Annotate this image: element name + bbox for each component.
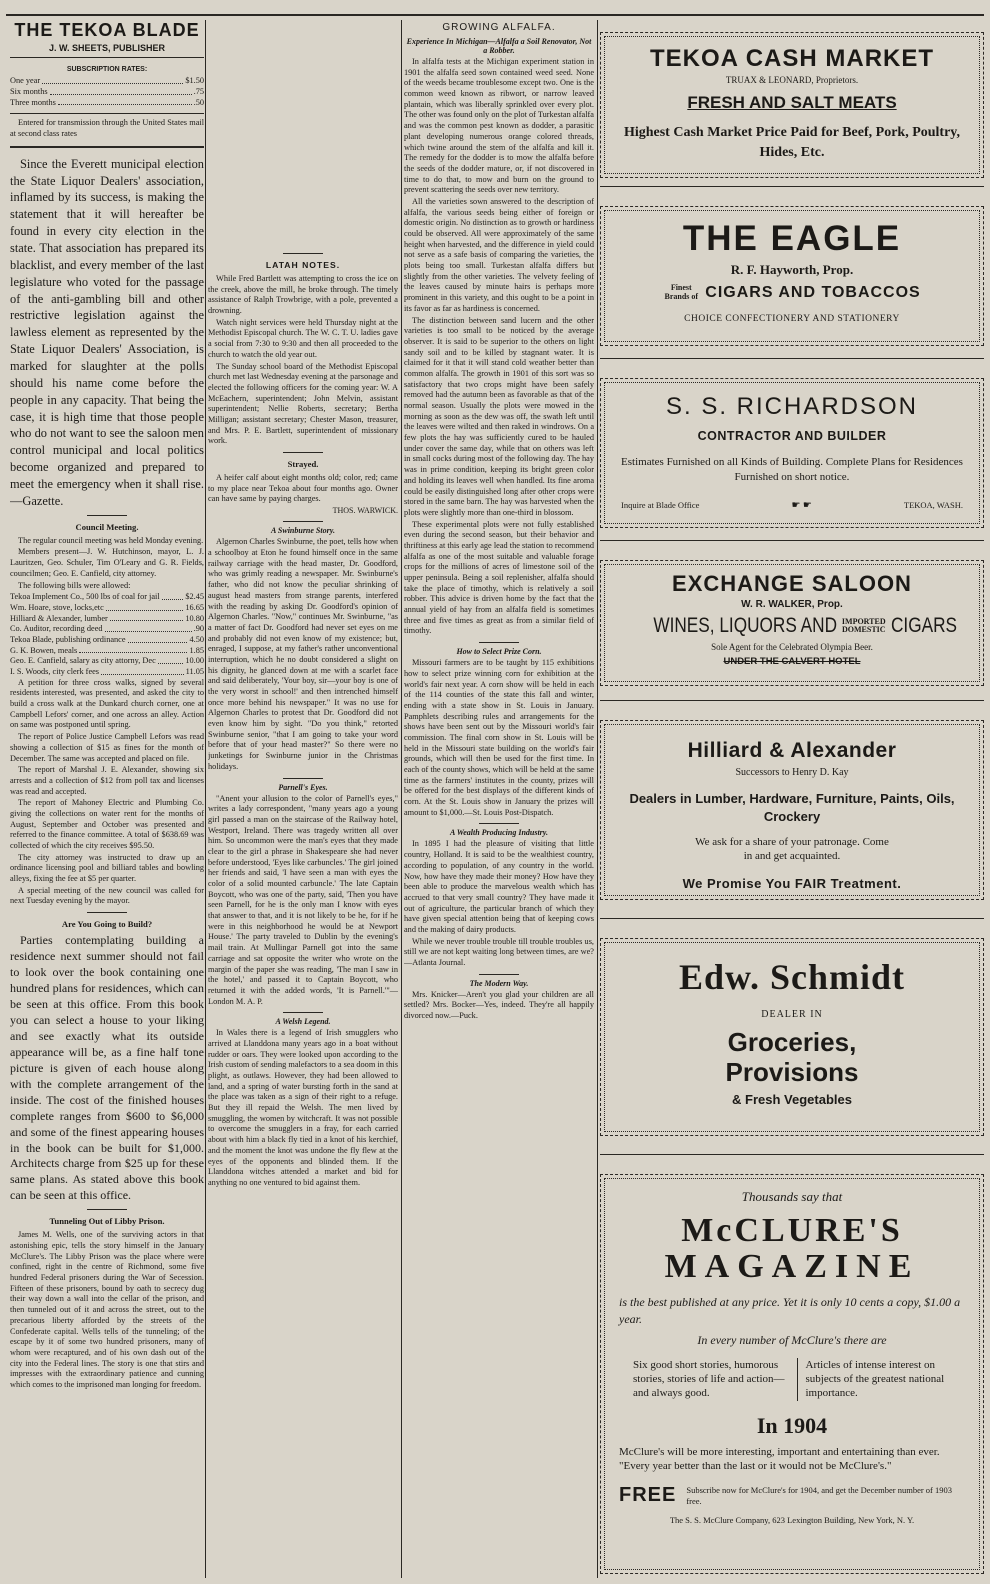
- ad-richardson-inquire: Inquire at Blade Office: [621, 500, 700, 511]
- ad-eagle-line-row: [601, 284, 983, 302]
- council-heading: Council Meeting.: [75, 521, 139, 532]
- alfalfa-subhead: Experience In Michigan—Alfalfa a Soil Renovator, Not a Robber.: [406, 37, 592, 55]
- ad-mcclures-magazine: [600, 1174, 984, 1574]
- latah-heading: LATAH NOTES.: [265, 260, 341, 270]
- ad-mcclure-best: is the best published at any price. Yet it is only 10 cents a copy, $1.00 a year.: [619, 1295, 961, 1326]
- latah-article: While Fred Bartlett was attempting to cross the ice on the creek, above the mill, he broke through. The timely assistance of Ralph Trowbrige, with a pole, prevented a drowning. Watch night services were held Thursday night at the Methodist Episcopal church. The W. C. T. U. ladies gave a social from 7:30 to 9:30 and then all proceeded to the church to watch the old year out. The Sunday school board of the Methodist Episcopal church met last Wednesday evening at the parsonage and elected the following officers for the coming year: W. A McEachern, superintendent; John Melvin, assistant superintendent; Nellie Roberts, secretary; Bertha Milligan; assistant secretary; Chester Mason, treasurer, and Mrs. P. E. Bartlett, superintendent of missionary work.: [208, 274, 398, 446]
- hand-icon: ☛ ☛: [791, 499, 812, 511]
- libby-heading: Tunneling Out of Libby Prison.: [49, 1216, 165, 1227]
- parnell-article: "Anent your allusion to the color of Parnell's eyes," writes a lady correspondent, "many years ago a young girl passed a man on the staircase of the Railway hotel, Westport, Ireland. There was tragedy written all over him. So uncommon were the man's eyes that they made clear to the girl a phrase in Shakespeare she had never before understood, 'Eyes like carbuncles.' The girl joined her friends and said, 'I have seen a man with eyes the color of a solid mounted carbuncle.' The late Captain Boycott, who was one of the party, said, 'Then you have seen Parnell, for he is the only man I know with eyes that answer to that, and it is not likely to be he, for if he were in this neighborhood he would be at Newport House.' The party traveled to Dublin by the evening's mail train. At Mullingar Parnell got into the same carriage and sat opposite the writer who wrote on the margin of the paper she was reading, 'The man I saw in the hotel,' and passed it to Captain Boycott, who returned it with the added words, 'It is Parnell.'"—London M. A. P.: [208, 793, 398, 1006]
- ad-schmidt-provisions: Provisions: [725, 1056, 859, 1087]
- modern-way-heading: The Modern Way.: [469, 978, 529, 988]
- ad-mcclure-name2: MAGAZINE: [664, 1247, 920, 1285]
- column-1: [10, 20, 204, 1578]
- bill-row: Tekoa Blade, publishing ordinance 4.50: [10, 634, 204, 644]
- rate-row: Six months .75: [10, 86, 204, 96]
- ad-eagle-finest: Finest Brands of: [664, 283, 699, 301]
- ad-mcclure-every: In every number of McClure's there are: [697, 1332, 887, 1347]
- ad-saloon-line: WINES, LIQUORS AND: [653, 614, 837, 637]
- masthead-title: THE TEKOA BLADE: [14, 20, 200, 40]
- ad-saloon-line-row: [601, 614, 983, 638]
- alfalfa-article: In alfalfa tests at the Michigan experiment station in 1901 the alfalfa seed sown contained weed seed. None of the weeds became troublesome except two. One is the common weed known as ribwort, or narrow leaved plantain, which was liberally sprinkled over every plot. The other was found only on the plot of Turkestan alfalfa and was the common pest known as dodder, a parasitic plant developing numerous orange colored threads, which twine around the stem of the alfalfa and kill it. The remedy for the dodder is to mow the alfalfa before the seeds of the dodder mature, or, if not discovered in time to do that, to mow and burn on the ground to prevent scattering the seeds over new territory. All the varieties sown answered to the description of alfalfa, the various seeds being either of foreign or domestic origin. No distinction as to growth or hardiness could be observed. All were approximately of the same height when harvested, and the difference in yield could not serve as a safe basis of comparing the varieties, the plots being too small. Turkestan alfalfa differs but slightly from the other varieties. The velvety feeling of the leaves caused by minute hairs is perhaps more prominent in this variety, and this ought to be a point in its favor as far as hardiness is concerned. The distinction between sand lucern and the other varieties is too small to be noticed by the average observer. It is said to be superior to the others on light sandy soil and to be killed by stagnant water. It is claimed for it that it will stand cold weather better than common alfalfa. The growth in 1901 of this sort was so satisfactory that two crops might have been safely removed had the autumn been as favorable as that of the normal season. Usually the plots were mowed in the morning as soon as the dew was off, the swath left until the leaves were wilted and then raked in windrows. On a few plots the hay was sufficiently cured to be hauled under cover the same day, while that on others was left in small cocks during most of the following day. The hay was in prime condition, keeping its bright green color and holding its leaves well when handled. Its fine aroma could be easily distinguished long after other crops were stored in the same barn. The hay was harvested when the plots were slightly more than one-third in blossom. These experimental plots were not fully established even during the second season, but their behavior and thriftiness at this early age lead the station to recommend alfalfa as one of the most suitable and valuable forage crops for the millions of acres of limestone soil of the upper peninsula. Being a soil replenisher, alfalfa should take the place of timothy, which is relatively a soil robber. This advice is driven home by the fact that the annual yield of hay from an alfalfa field is sometimes three and five times as great as from a similar field of timothy.: [404, 57, 594, 636]
- top-rule: [6, 14, 984, 16]
- ad-hilliard-alexander: [600, 720, 984, 900]
- ad-market-line3: Highest Cash Market Price Paid for Beef, Pork, Poultry, Hides, Etc.: [623, 125, 961, 161]
- modern-way-article: Mrs. Knicker—Aren't you glad your children are all settled? Mrs. Bocker—Yes, indeed. They're all happily divorced now.—Puck.: [404, 989, 594, 1021]
- ad-richardson: [600, 378, 984, 528]
- strayed-heading: Strayed.: [287, 459, 319, 469]
- welsh-heading: A Welsh Legend.: [275, 1017, 331, 1027]
- ad-mcclure-name1: McCLURE'S: [681, 1212, 903, 1249]
- ad-mcclure-more: McClure's will be more interesting, important and entertaining than ever. "Every year better than the last or it would not be McClure's.": [619, 1445, 940, 1473]
- ad-saloon-under: UNDER THE CALVERT HOTEL: [723, 656, 861, 667]
- bill-row: Wm. Hoare, stove, locks,etc 16.65: [10, 602, 204, 612]
- prize-corn-heading: How to Select Prize Corn.: [456, 647, 542, 657]
- bills-list: [10, 592, 204, 678]
- bill-row: Hilliard & Alexander, lumber 10.80: [10, 613, 204, 623]
- ad-the-eagle: [600, 206, 984, 346]
- rates-list: [10, 76, 204, 108]
- ad-mcclure-free-row: [619, 1484, 965, 1507]
- ad-market-name: TEKOA CASH MARKET: [649, 45, 935, 72]
- council-article: The regular council meeting was held Monday evening. Members present—J. W. Hutchinson, mayor, L. J. Lauritzen, Geo. Schuler, Tim O'Leary and G. R. Fields, councilmen; Geo. E. Canfield, city attorney. The following bills were allowed: Tekoa Implement Co., 500 lbs of coal for jail $2.45 Wm. Hoare, stove, locks,etc 16.65 Hilliard & Alexander, lumber 10.80 Co. Auditor, recording deed .90 Tekoa Blade, publishing ordinance 4.50 G. K. Bowen, meals 1.85 Geo. E. Canfield, salary as city attorny, Dec 10.00 I. S. Woods, city clerk fees 11.05 A petition for three cross walks, signed by several residents interested, was presented, and asked the city to build a cross walk at the Dunkard church corner, one at Campbell Lefors' corner, and one across an alley. Action on same was postponed until spring. The report of Police Justice Campbell Lefors was read showing a collection of $15 as fines for the month of December. The same was accepted and placed on file. The report of Marshal J. E. Alexander, showing six arrests and a collection of $12 from poll tax and licenses was read and accepted. The report of Mahoney Electric and Plumbing Co. giving the collections on water rent for the months of August, September and October was presented and referred to the finance committee. A total of $638.69 was collected of which the city receives $95.50. The city attorney was instructed to draw up an ordinance licensing pool and billiard tables and bowling alleys, fixing the fee at $5 per quarter. A special meeting of the new council was called for next Tuesday evening by the mayor.: [10, 535, 204, 906]
- libby-article-continued: [208, 20, 398, 248]
- ad-mcclure-columns: [619, 1358, 965, 1401]
- column-2: [208, 20, 398, 1578]
- ad-hilliard-name: Hilliard & Alexander: [687, 739, 897, 762]
- ad-schmidt-groceries: Groceries,: [727, 1027, 857, 1057]
- ad-richardson-place: TEKOA, WASH.: [903, 500, 963, 511]
- ad-exchange-saloon: [600, 560, 984, 686]
- ad-mcclure-year: In 1904: [756, 1412, 828, 1438]
- ad-richardson-footer: [621, 500, 963, 511]
- ad-tekoa-cash-market: [600, 32, 984, 178]
- bill-row: Tekoa Implement Co., 500 lbs of coal for jail $2.45: [10, 592, 204, 602]
- rate-row: One year $1.50: [10, 76, 204, 85]
- welsh-article: In Wales there is a legend of Irish smugglers who arrived at Llanddona many years ago in a boat without rudder or oars. They were looked upon according to the Irish custom of sending malefactors to a sea doom in this plight, as outlaws. However, they had been allowed to land, and a spring of water bursting forth in the sand at the place was taken as a sign of their right to a refuge. But they ill repaid the Welsh. The men lived by smuggling, the women by witchcraft. It was not possible to overcome the smugglers in a fray, for each carried about with him a black fly tied in a knot of his kerchief, and the moment the knot was undone the fly flew at the eyes of the opponents and blinded them. If the Llanddona witches attended a market and bid for anything no one ventured to bid against them.: [208, 1028, 398, 1187]
- libby-article-start: James M. Wells, one of the surviving actors in that astonishing epic, tells the story himself in the January McClure's. The Libby Prison was the place where were confined, right in the centre of Richmond, some five hundred Federal prisoners during the War of Secession. Fifteen of these prisoners, bound by oath to secrecy dug their way down a wall into the cellar of the prison, and then tunneled out of it and across the street, out to the precarious liberty afforded by the streets of the Confederate capital. Wells tells of the tunneling; of the escape by it of some two hundred prisoners, many of whom were recaptured, and of his own dash out of the city into the Federal lines. The story is one that stirs and impresses with the extraordinary patience and cunning which comes to the imprisoned man longing for freedom.: [10, 1230, 204, 1389]
- wealth-heading: A Wealth Producing Industry.: [449, 828, 549, 838]
- masthead-publisher: J. W. SHEETS, PUBLISHER: [48, 43, 166, 53]
- build-heading: Are You Going to Build?: [61, 919, 153, 930]
- build-article: Parties contemplating building a residence next summer should not fail to look over the book containing one hundred plans for residences, which can be seen at this office. From this book you can select a house to your liking and see exactly what its outside appearance will be, as a fine half tone picture is given of each house along with the complete arrangement of the inside. The cost of the finished houses complete ranges from $600 to $6,000 and some of the finest appearing houses in the book can be built for $1,000. Architects charge from $25 up for these same plans. As stated above this book can be seen at this office.: [10, 933, 204, 1203]
- ad-mcclure-free: FREE: [619, 1484, 677, 1507]
- column-rule: [597, 20, 598, 1578]
- ad-hilliard-ask: We ask for a share of your patronage. Come in and get acquainted.: [695, 836, 889, 863]
- entered-notice: Entered for transmission through the United States mail at second class rates: [10, 118, 204, 139]
- ad-mcclure-subscribe: Subscribe now for McClure's for 1904, and get the December number of 1903 free.: [686, 1485, 953, 1506]
- ad-mcclure-company: The S. S. McClure Company, 623 Lexington Building, New York, N. Y.: [669, 1515, 915, 1526]
- ad-mcclure-right: Articles of intense interest on subjects of the greatest national importance.: [805, 1358, 945, 1400]
- ad-edw-schmidt: [600, 938, 984, 1136]
- alfalfa-column-head: GROWING ALFALFA.: [442, 22, 556, 33]
- strayed-article: A heifer calf about eight months old; color, red; came to my place near Tekoa about four months ago. Owner can have same by paying charges. THOS. WARWICK.: [208, 473, 398, 516]
- bill-row: Co. Auditor, recording deed .90: [10, 624, 204, 634]
- bill-row: Geo. E. Canfield, salary as city attorny, Dec 10.00: [10, 656, 204, 666]
- swinburne-article: Algernon Charles Swinburne, the poet, tells how when a schoolboy at Eton he found himself once in the same railway carriage with the head master, Dr. Goodford, who was grimly reading a newspaper. Mr. Swinburne's father, who did not know the peculiar shrinking of august head masters from strange parents, interfered with the reading by asking Dr. Goodford's opinion of Algernon Charles. "Now," continues Mr. Swinburne, "as a matter of fact Dr. Goodford had never set eyes on me and probably did not even know of my existence; but, enraged, I suppose, at my father's rather unconventional interruption, which he no doubt considered a slight on his dignity, he glanced down at me with a scarlet face and said deliberately, 'Your boy, sir—your boy is one of the very worst in school!' and then intrenched himself once more behind his newspaper." It was no use for Algernon Charles to protest that Dr. Goodford did not even know him by sight. "Do you think," retorted Swinburne senior, "that I am going to take your word before that of your head master?" So there were no junketings for Swinburne junior in the Christmas holidays.: [208, 537, 398, 771]
- ad-saloon-agent: Sole Agent for the Celebrated Olympia Beer.: [711, 642, 873, 652]
- column-rule: [401, 20, 402, 1578]
- ad-eagle-sub: CHOICE CONFECTIONERY AND STATIONERY: [684, 314, 900, 324]
- ad-mcclure-left: Six good short stories, humorous stories, stories of life and action—and always good.: [619, 1358, 798, 1401]
- ad-eagle-line: CIGARS AND TOBACCOS: [705, 284, 921, 301]
- ads-column: [600, 20, 984, 1578]
- column-rule: [205, 20, 206, 1578]
- ad-hilliard-dealers: Dealers in Lumber, Hardware, Furniture, Paints, Oils, Crockery: [629, 791, 955, 824]
- swinburne-heading: A Swinburne Story.: [271, 526, 335, 536]
- ad-saloon-cigars: CIGARS: [890, 614, 957, 637]
- ad-hilliard-succ: Successors to Henry D. Kay: [735, 767, 849, 778]
- rate-row: Three months .50: [10, 97, 204, 107]
- ad-hilliard-promise: We Promise You FAIR Treatment.: [682, 875, 902, 891]
- ad-mcclure-thousands: Thousands say that: [741, 1189, 843, 1204]
- rates-heading: SUBSCRIPTION RATES:: [66, 66, 148, 73]
- ad-saloon-prop: W. R. WALKER, Prop.: [741, 599, 843, 610]
- editorial: Since the Everett municipal election the State Liquor Dealers' association, inflamed by its success, is making the statement that it will hereafter be found in every city election in the state. That association has prepared its blacklist, and every member of the last legislature who voted for the passage of the anti-gambling bill and other restrictive legislation against the lawless element as represented by the State Liquor Dealers' Association, is marked for slaughter at the polls should his name come before the people in any capacity. That being the case, it is high time that those people who do not want to see the saloon men control municipal and local politics become organized and prepared to meet the emergency when it shall rise.—Gazette.: [10, 156, 204, 508]
- ad-market-proprietors: TRUAX & LEONARD, Proprietors.: [725, 75, 859, 85]
- parnell-heading: Parnell's Eyes.: [278, 782, 328, 792]
- ad-richardson-body: Estimates Furnished on all Kinds of Building. Complete Plans for Residences Furnished on short notice.: [621, 456, 963, 484]
- column-3: [404, 20, 594, 1578]
- ad-market-line2: FRESH AND SALT MEATS: [687, 93, 897, 112]
- ad-eagle-prop: R. F. Hayworth, Prop.: [730, 262, 854, 277]
- bill-row: G. K. Bowen, meals 1.85: [10, 645, 204, 655]
- ad-saloon-name: EXCHANGE SALOON: [672, 571, 912, 596]
- ad-saloon-stack: IMPORTED DOMESTIC: [841, 617, 886, 634]
- ad-schmidt-veg: & Fresh Vegetables: [732, 1091, 852, 1107]
- bill-row: I. S. Woods, city clerk fees 11.05: [10, 667, 204, 677]
- wealth-article: In 1895 I had the pleasure of visiting that little country, Holland. It is said to be the wealthiest country, according to population, of any country in the world. Now, how have they made their money? How have they been able to produce the marvelous wealth which has accrued to that very small country? They have made it out of agriculture, the particular branch of which they have given special attention being that of keeping cows and the making of dairy products. While we never trouble trouble till trouble troubles us, still we are not kept waiting long between times, are we?—Atlanta Journal.: [404, 839, 594, 967]
- ad-schmidt-dealer: DEALER IN: [761, 1009, 823, 1020]
- ad-richardson-name: S. S. RICHARDSON: [665, 393, 919, 420]
- ad-eagle-name: THE EAGLE: [682, 219, 902, 258]
- ad-schmidt-name: Edw. Schmidt: [678, 957, 906, 997]
- ad-richardson-sub: CONTRACTOR AND BUILDER: [697, 429, 887, 443]
- prize-corn-article: Missouri farmers are to be taught by 115 exhibitions how to select prize winning corn for exhibition at the world's fair next year. A corn show will be held in each of the 114 counties of the state this fall and winter, ending with a state show in St. Louis in January. Pamphlets describing rules and arrangements for the shows have been sent out by the Missouri world's fair commission. The final corn show in St. Louis will be held in the Missouri state building on the world's fair grounds, which will then be used for the first time. In each of the county shows, which will be held at the same time as the farmers' institutes in the county, prizes will be offered for the best displays of the different kinds of corn. At the St. Louis show in January the prizes will amount to $1,000.—St. Louis Post-Dispatch.: [404, 658, 594, 817]
